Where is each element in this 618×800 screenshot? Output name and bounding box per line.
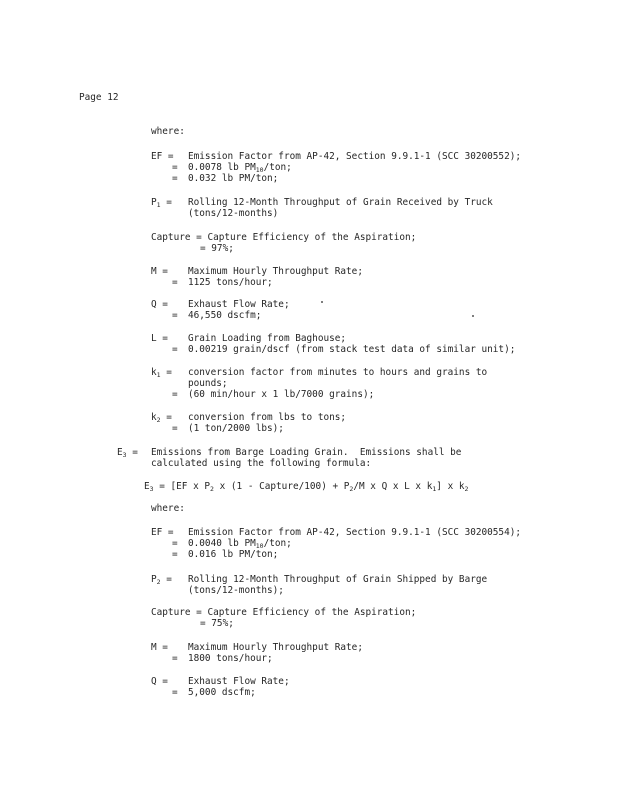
- l-equals: =: [172, 344, 178, 355]
- q-value: 46,550 dscfm;: [188, 310, 262, 321]
- e3-symbol: $E_3$ =: [117, 447, 138, 459]
- ef-equals: =: [172, 538, 178, 549]
- q-value: 5,000 dscfm;: [188, 687, 256, 698]
- scan-speck: [472, 315, 474, 317]
- p1-units: (tons/12-months): [188, 208, 279, 219]
- e3-definition-cont: calculated using the following formula:: [151, 458, 372, 469]
- k1-definition-cont: pounds;: [188, 378, 228, 389]
- k1-definition: conversion factor from minutes to hours and grains to: [188, 367, 488, 378]
- capture-value: = 75%;: [200, 618, 234, 629]
- ef-value-pm10: 0.0078 lb $PM_{10}$/ton;: [188, 162, 292, 174]
- ef-equals: =: [172, 162, 178, 173]
- m-equals: =: [172, 277, 178, 288]
- m-symbol: M =: [151, 266, 168, 277]
- ef-definition: Emission Factor from AP-42, Section 9.9.1-1 (SCC 30200554);: [188, 527, 522, 538]
- ef-equals: =: [172, 173, 178, 184]
- q-symbol: Q =: [151, 299, 168, 310]
- m-value: 1125 tons/hour;: [188, 277, 273, 288]
- capture-definition: Capture = Capture Efficiency of the Aspiration;: [151, 232, 417, 243]
- scan-speck: [321, 301, 323, 303]
- ef-value-pm10: 0.0040 lb $PM_{10}$/ton;: [188, 538, 292, 550]
- ef-equals: =: [172, 549, 178, 560]
- l-value: 0.00219 grain/dscf (from stack test data of similar unit);: [188, 344, 516, 355]
- k1-value: (60 min/hour x 1 lb/7000 grains);: [188, 389, 375, 400]
- page-number: Page 12: [79, 92, 119, 103]
- p1-symbol: $P_1$ =: [151, 197, 172, 209]
- q-equals: =: [172, 310, 178, 321]
- where-label: where:: [151, 126, 185, 137]
- k2-symbol: $k_2$ =: [151, 412, 172, 424]
- p2-definition: Rolling 12-Month Throughput of Grain Shipped by Barge: [188, 574, 488, 585]
- ef-symbol: EF =: [151, 151, 174, 162]
- k2-value: (1 ton/2000 lbs);: [188, 423, 284, 434]
- e3-formula: $E_3 = [EF$ x $P_2$ x (1 - Capture/100) + $P_2/M$ x Q x L x $k_1$] x $k_2$: [144, 481, 469, 493]
- e3-definition: Emissions from Barge Loading Grain. Emissions shall be: [151, 447, 462, 458]
- l-symbol: L =: [151, 333, 168, 344]
- m-definition: Maximum Hourly Throughput Rate;: [188, 642, 363, 653]
- k1-symbol: $k_1$ =: [151, 367, 172, 379]
- m-equals: =: [172, 653, 178, 664]
- p2-units: (tons/12-months);: [188, 585, 284, 596]
- m-symbol: M =: [151, 642, 168, 653]
- m-value: 1800 tons/hour;: [188, 653, 273, 664]
- ef-symbol: EF =: [151, 527, 174, 538]
- k2-equals: =: [172, 423, 178, 434]
- capture-value: = 97%;: [200, 243, 234, 254]
- where-label: where:: [151, 503, 185, 514]
- q-equals: =: [172, 687, 178, 698]
- q-definition: Exhaust Flow Rate;: [188, 676, 290, 687]
- k2-definition: conversion from lbs to tons;: [188, 412, 347, 423]
- l-definition: Grain Loading from Baghouse;: [188, 333, 347, 344]
- p1-definition: Rolling 12-Month Throughput of Grain Received by Truck: [188, 197, 493, 208]
- k1-equals: =: [172, 389, 178, 400]
- p2-symbol: $P_2$ =: [151, 574, 172, 586]
- capture-definition: Capture = Capture Efficiency of the Aspiration;: [151, 607, 417, 618]
- q-definition: Exhaust Flow Rate;: [188, 299, 290, 310]
- q-symbol: Q =: [151, 676, 168, 687]
- ef-definition: Emission Factor from AP-42, Section 9.9.1-1 (SCC 30200552);: [188, 151, 522, 162]
- ef-value-pm: 0.032 lb PM/ton;: [188, 173, 279, 184]
- ef-value-pm: 0.016 lb PM/ton;: [188, 549, 279, 560]
- m-definition: Maximum Hourly Throughput Rate;: [188, 266, 363, 277]
